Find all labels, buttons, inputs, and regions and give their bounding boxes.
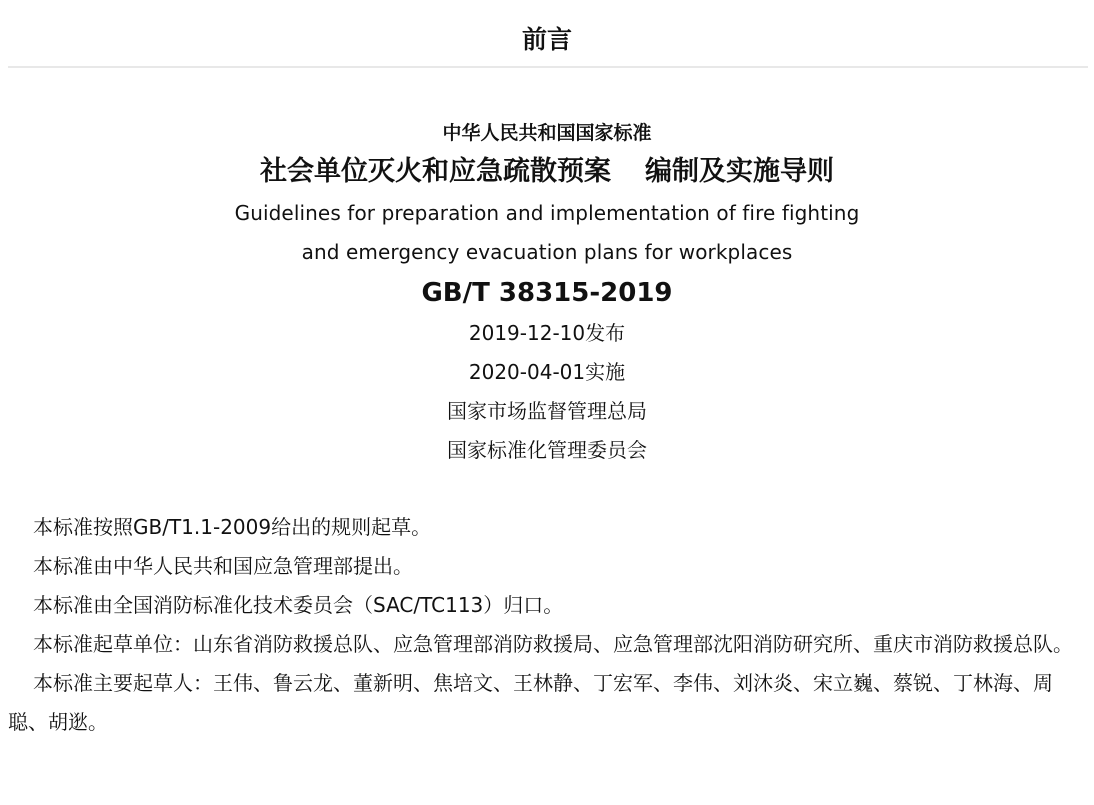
english-title-line1: Guidelines for preparation and implementation of fire fighting <box>234 201 860 225</box>
paragraph-proposer: 本标准由中华人民共和国应急管理部提出。 <box>33 554 413 578</box>
foreword-body <box>8 508 1086 742</box>
issuer-1: 国家市场监督管理总局 <box>447 399 647 423</box>
paragraph-drafting-rules: 本标准按照GB/T1.1-2009给出的规则起草。 <box>33 515 432 539</box>
publish-date: 2019-12-10发布 <box>468 321 626 345</box>
standard-title-part2: 编制及实施导则 <box>645 156 834 187</box>
title-divider <box>8 66 1088 68</box>
standard-title <box>0 150 1094 194</box>
implement-date: 2020-04-01实施 <box>468 360 626 384</box>
issuer-2: 国家标准化管理委员会 <box>447 438 647 462</box>
standard-number: GB/T 38315-2019 <box>421 278 673 308</box>
paragraph-drafting-units: 本标准起草单位：山东省消防救援总队、应急管理部消防救援局、应急管理部沈阳消防研究所、重庆市消防救援总队。 <box>33 632 1073 656</box>
paragraph-drafters: 本标准主要起草人：王伟、鲁云龙、董新明、焦培文、王林静、丁宏军、李伟、刘沐炎、宋立巍、蔡锐、丁林海、周聪、胡逖。 <box>8 671 1053 734</box>
paragraph-administrator: 本标准由全国消防标准化技术委员会（SAC/TC113）归口。 <box>33 593 564 617</box>
standard-title-part1: 社会单位灭火和应急疏散预案 <box>260 156 611 187</box>
page-title: 前言 <box>521 25 572 54</box>
standard-category: 中华人民共和国国家标准 <box>442 122 652 144</box>
standard-cover <box>0 116 1094 470</box>
english-title-line2: and emergency evacuation plans for workplaces <box>301 240 793 264</box>
